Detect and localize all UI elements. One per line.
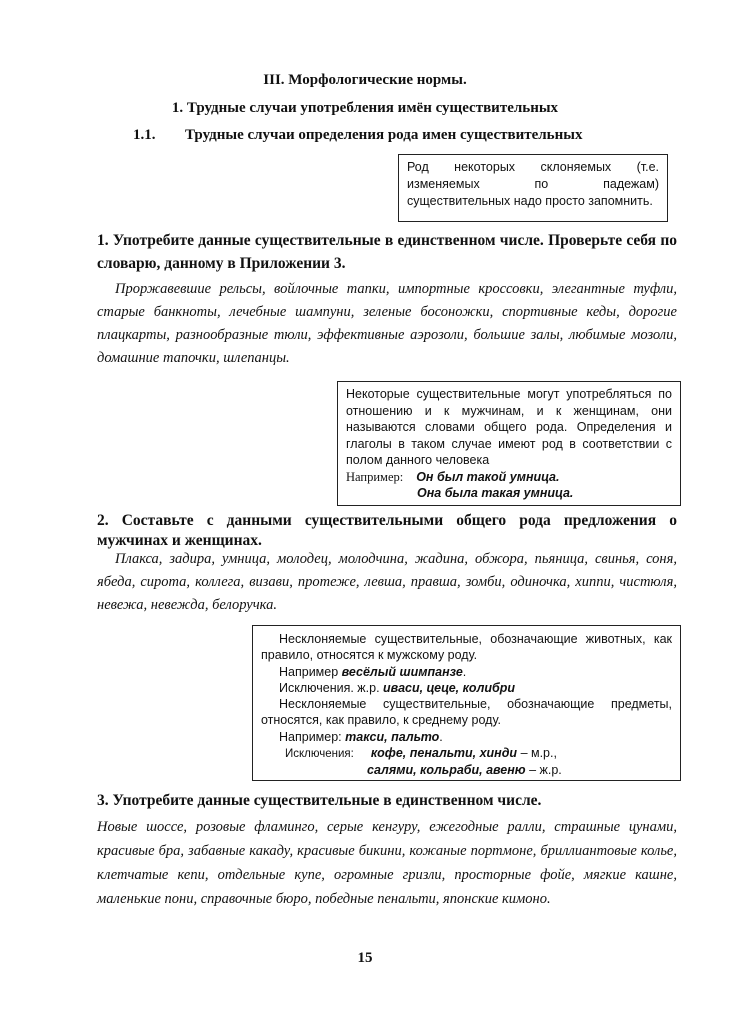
task-1-word-list: Проржавевшие рельсы, войлочные тапки, импортные кроссовки, элегантные туфли, старые банкноты, лечебные шампуни, зеленые босоножки, спортивные кеды, дорогие плацкарты, разнообразные тюли, эффективные аэрозоли, большие залы, любимые мозоли, домашние тапочки, шлепанцы. bbox=[97, 281, 677, 366]
note-text: Некоторые существительные могут употребляться по отношению и к мужчинам, и к женщинам, они называются словами общего рода. Определения и глаголы в таком случае имеют род в соответствии с полом данного человека bbox=[346, 387, 672, 467]
subsubsection-title: Трудные случаи определения рода имен существительных bbox=[185, 127, 583, 143]
example-label: Например: bbox=[346, 469, 404, 484]
rule-note-indeclinable-nouns bbox=[252, 625, 681, 781]
example-value: такси, пальто bbox=[345, 729, 440, 744]
task-3-word-list: Новые шоссе, розовые фламинго, серые кенгуру, ежегодные ралли, страшные цунами, красивые бра, забавные какаду, красивые бикини, кожаные портмоне, бриллиантовые колье, клетчатые кепи, отдельные купе, огромные гризли, просторные фойе, мягкие кашне, маленькие пони, справочные бюро, победные пенальти, японские кимоно. bbox=[97, 819, 677, 907]
page-number: 15 bbox=[357, 950, 373, 966]
note-paragraph-animals: Несклоняемые существительные, обозначающие животных, как правило, относятся к мужскому роду. bbox=[261, 632, 672, 663]
example-masculine: Он был такой умница. bbox=[416, 469, 560, 484]
example-animals: Например весёлый шимпанзе. bbox=[279, 664, 467, 679]
exceptions-value-masculine: кофе, пенальти, хинди bbox=[370, 746, 518, 761]
example-line-2 bbox=[346, 485, 672, 502]
exceptions-value: иваси, цеце, колибри bbox=[383, 680, 515, 695]
subsubsection-heading bbox=[133, 127, 582, 144]
task-3-heading: 3. Употребите данные существительные в единственном числе. bbox=[97, 792, 542, 809]
subsubsection-number: 1.1. bbox=[133, 127, 156, 143]
example-feminine: Она была такая умница. bbox=[417, 486, 574, 500]
task-1-heading: 1. Употребите данные существительные в единственном числе. Проверьте себя по словарю, данному в Приложении 3. bbox=[97, 232, 677, 272]
rule-note-gender-memorize bbox=[398, 154, 668, 222]
example-line-1 bbox=[346, 469, 672, 486]
example-objects: Например: такси, пальто. bbox=[279, 729, 443, 744]
example-label: Например bbox=[279, 664, 339, 679]
gender-feminine: – ж.р. bbox=[529, 763, 562, 778]
example-label: Например: bbox=[279, 729, 342, 744]
exceptions-label: Исключения. ж.р. bbox=[279, 680, 380, 695]
section-heading: III. Морфологические нормы. bbox=[263, 72, 467, 88]
exceptions-animals bbox=[261, 680, 672, 696]
note-text: Род некоторых склоняемых (т.е. изменяемых по падежам) существительных надо просто запомнить. bbox=[407, 160, 659, 208]
example-value: весёлый шимпанзе bbox=[341, 664, 463, 679]
task-2-word-list: Плакса, задира, умница, молодец, молодчина, жадина, обжора, пьяница, свинья, соня, ябеда, сирота, коллега, визави, протеже, левша, правша, зомби, одиночка, хиппи, чистюля, невежа, невежда, белоручка. bbox=[97, 551, 677, 613]
exceptions-label: Исключения: bbox=[285, 748, 354, 761]
note-paragraph-objects: Несклоняемые существительные, обозначающие предметы, относятся, как правило, к среднему роду. bbox=[261, 697, 672, 728]
exceptions-value-feminine: салями, кольраби, авеню bbox=[367, 763, 526, 778]
subsection-heading: 1. Трудные случаи употребления имён существительных bbox=[171, 100, 559, 116]
exceptions-objects-line-2 bbox=[261, 762, 672, 778]
rule-note-common-gender bbox=[337, 381, 681, 506]
task-2-heading: 2. Составьте с данными существительными общего рода предложения о мужчинах и женщинах. bbox=[97, 512, 677, 549]
exceptions-objects-line-1 bbox=[261, 745, 672, 762]
gender-masculine: – м.р., bbox=[520, 746, 557, 761]
